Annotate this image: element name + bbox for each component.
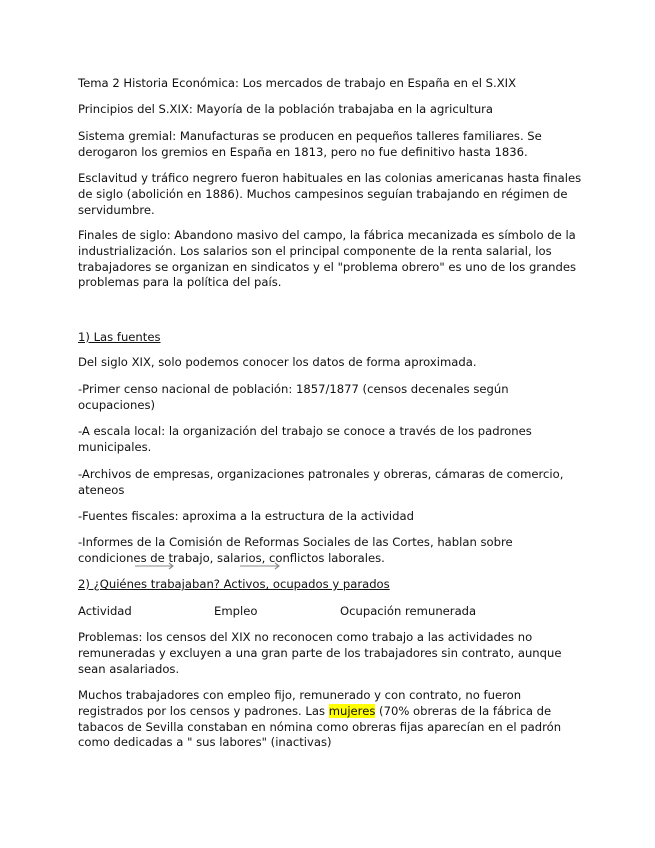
- section-heading-trabajadores: 2) ¿Quiénes trabajaban? Activos, ocupados y parados: [78, 577, 390, 591]
- highlighted-word: mujeres: [328, 703, 376, 718]
- terms-row: [78, 604, 583, 620]
- problems-paragraph: Problemas: los censos del XIX no reconocen como trabajo a las actividades no remuneradas y excluyen a una gran parte de los trabajadores sin contrato, aunque sean asalariados.: [78, 630, 562, 676]
- fuentes-paragraph: Del siglo XIX, solo podemos conocer los datos de forma aproximada.: [78, 355, 477, 369]
- fuentes-paragraph: -Primer censo nacional de población: 1857/1877 (censos decenales según ocupaciones): [78, 382, 509, 412]
- intro-paragraph: Esclavitud y tráfico negrero fueron habituales en las colonias americanas hasta finales de siglo (abolición en 1886). Muchos campesinos seguían trabajando en régimen de servidumbre.: [78, 171, 582, 217]
- fuentes-paragraph: -A escala local: la organización del trabajo se conoce a través de los padrones municipales.: [78, 424, 532, 454]
- document-title: Tema 2 Historia Económica: Los mercados de trabajo en España en el S.XIX: [78, 76, 517, 90]
- arrow-icon: [240, 563, 279, 569]
- intro-paragraph: Principios del S.XIX: Mayoría de la población trabajaba en la agricultura: [78, 102, 494, 116]
- term-empleo: Empleo: [214, 604, 258, 618]
- term-ocupacion: Ocupación remunerada: [340, 604, 477, 618]
- arrow-icon: [135, 563, 173, 569]
- intro-paragraph: Sistema gremial: Manufacturas se producen en pequeños talleres familiares. Se derogaron los gremios en España en 1813, pero no fue definitivo hasta 1836.: [78, 129, 542, 159]
- intro-paragraph: Finales de siglo: Abandono masivo del campo, la fábrica mecanizada es símbolo de la industrialización. Los salarios son el principal componente de la renta salarial, los trabajadores se organizan en sindicatos y el "problema obrero" es uno de los grandes problemas para la política del país.: [78, 228, 577, 290]
- fuentes-paragraph: -Archivos de empresas, organizaciones patronales y obreras, cámaras de comercio, ateneos: [78, 467, 564, 497]
- fuentes-paragraph: -Informes de la Comisión de Reformas Sociales de las Cortes, hablan sobre condiciones de trabajo, salarios, conflictos laborales.: [78, 535, 513, 565]
- fuentes-paragraph: -Fuentes fiscales: aproxima a la estructura de la actividad: [78, 509, 414, 523]
- final-paragraph: Muchos trabajadores con empleo fijo, remunerado y con contrato, no fueron registrados por los censos y padrones. Las mujeres (70% obreras de la fábrica de tabacos de Sevilla constaban en nómina como obreras fijas aparecían en el padrón como dedicadas a " sus labores" (inactivas): [78, 688, 562, 750]
- section-heading-fuentes: 1) Las fuentes: [78, 330, 161, 344]
- arrows-overlay: [133, 559, 283, 573]
- term-actividad: Actividad: [78, 604, 132, 618]
